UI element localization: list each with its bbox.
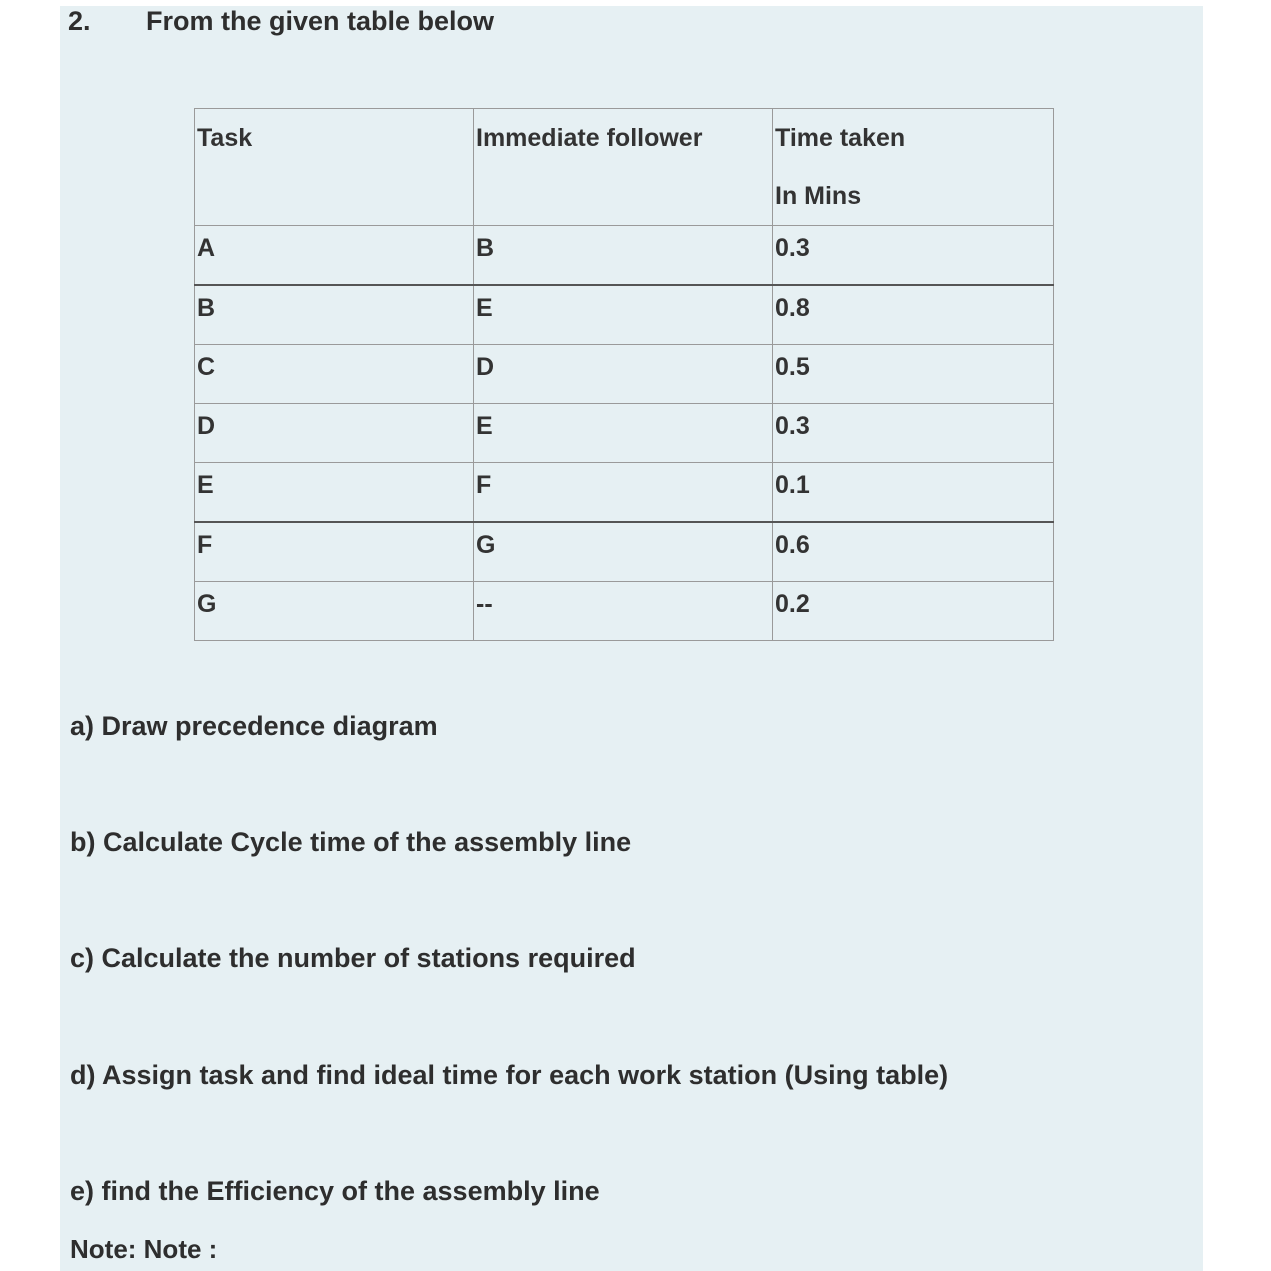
question-heading — [68, 6, 494, 37]
header-time-line1: Time taken — [775, 124, 906, 152]
time-cell: 0.3 — [773, 226, 1054, 286]
task-cell: G — [195, 582, 474, 641]
table-header-row — [195, 109, 1054, 226]
time-cell: 0.8 — [773, 285, 1054, 345]
header-time — [773, 109, 1054, 226]
task-cell: D — [195, 404, 474, 463]
part-b: b) Calculate Cycle time of the assembly line — [70, 827, 632, 857]
table-row — [195, 522, 1054, 582]
time-cell: 0.3 — [773, 404, 1054, 463]
task-cell: B — [195, 285, 474, 345]
part-a: a) Draw precedence diagram — [70, 711, 438, 741]
follower-cell: -- — [474, 582, 773, 641]
table-row — [195, 345, 1054, 404]
follower-cell: F — [474, 463, 773, 523]
follower-cell: G — [474, 522, 773, 582]
question-number: 2. — [68, 6, 91, 36]
task-cell: A — [195, 226, 474, 286]
part-d: d) Assign task and find ideal time for each work station (Using table) — [70, 1060, 949, 1090]
question-intro: From the given table below — [146, 6, 495, 36]
task-table — [194, 108, 1054, 641]
follower-cell: D — [474, 345, 773, 404]
table-row — [195, 582, 1054, 641]
time-cell: 0.6 — [773, 522, 1054, 582]
header-follower: Immediate follower — [474, 109, 773, 226]
table-row — [195, 463, 1054, 523]
task-cell: F — [195, 522, 474, 582]
time-cell: 0.2 — [773, 582, 1054, 641]
follower-cell: E — [474, 285, 773, 345]
follower-cell: E — [474, 404, 773, 463]
task-cell: E — [195, 463, 474, 523]
note-line: Note: Note : — [70, 1234, 218, 1264]
table-row — [195, 404, 1054, 463]
header-time-line2: In Mins — [775, 182, 862, 210]
task-cell: C — [195, 345, 474, 404]
header-task: Task — [195, 109, 474, 226]
table-row — [195, 285, 1054, 345]
part-c: c) Calculate the number of stations required — [70, 943, 636, 973]
time-cell: 0.5 — [773, 345, 1054, 404]
time-cell: 0.1 — [773, 463, 1054, 523]
part-e: e) find the Efficiency of the assembly line — [70, 1176, 600, 1206]
table-row — [195, 226, 1054, 286]
follower-cell: B — [474, 226, 773, 286]
